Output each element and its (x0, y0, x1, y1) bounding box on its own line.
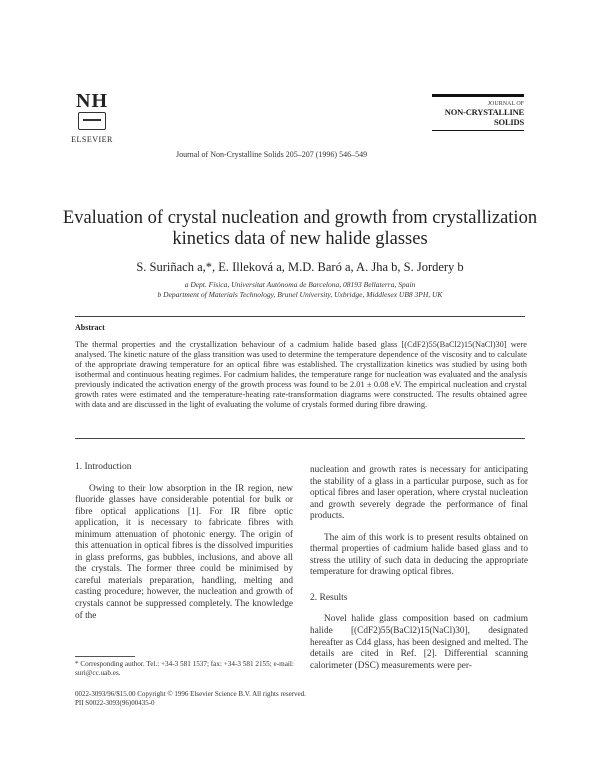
paper-title: Evaluation of crystal nucleation and growth from crystallization kinetics data of new halide glasses (62, 208, 538, 249)
left-column (75, 462, 293, 622)
intro-continuation: nucleation and growth rates is necessary for anticipating the stability of a glass in a particular purpose, such as for optical fibres and laser operation, where crystal nucleation and growth severely degrade the performance of final products. (310, 465, 528, 522)
intro-paragraph: Owing to their low absorption in the IR region, new fluoride glasses have considerable potential for bulk or fibre optical applications [1]. For IR fibre optic application, it is necessary to fabricate fibres with minimum attenuation of photonic energy. The origin of this attenuation in optical fibres is the dissolved impurities in glass preforms, gas bubbles, inclusions, and above all the crystals. The former three could be minimised by careful materials preparation, handling, melting and casting procedure; however, the nucleation and growth of crystals cannot be suppressed completely. The knowledge of the (75, 483, 293, 621)
abstract-text: The thermal properties and the crystallization behaviour of a cadmium halide based glass [(CdF2)55(BaCl2)15(NaCl)30] were analysed. The kinetic nature of the glass transition was used to determine the temperature dependence of the viscosity and to calculate of the appropriate drawing temperature for an optical fibre was established. The crystallization kinetics was studied by using both isothermal and continuous heating regimes. For cadmium halides, the temperature range for nucleation was evaluated and the analysis previously indicated the activation energy of the growth process was found to be 2.01 ± 0.08 eV. The empirical nucleation and crystal growth rates were estimated and the temperature-heating rate-transformation diagrams were constructed. The results obtained agree with data and are discussed in the light of evaluating the volume of crystals formed during fibre drawing. (75, 340, 527, 409)
publisher-name: ELSEVIER (71, 135, 113, 144)
publisher-logo-mark: NH (76, 90, 108, 112)
affiliation-a: a Dept. Física, Universitat Autònoma de Barcelona, 08193 Bellaterra, Spain (184, 280, 416, 289)
affiliations (60, 280, 540, 300)
journal-banner (432, 94, 524, 131)
footnote-rule (75, 656, 135, 657)
banner-rule (432, 94, 524, 97)
corresponding-author-footnote: * Corresponding author. Tel.: +34-3 581 1537; fax: +34-3 581 2155; e-mail: suri@cc.uab.es. (75, 660, 294, 677)
abstract-top-rule (75, 316, 525, 317)
author-list: S. Suriñach a,*, E. Illeková a, M.D. Baró a, A. Jha b, S. Jordery b (136, 260, 464, 274)
affiliation-b: b Department of Materials Technology, Brunel University, Uxbridge, Middlesex UB8 3PH, UK (157, 290, 443, 299)
pii-line: PII S0022-3093(96)00435-0 (75, 699, 155, 707)
aim-paragraph: The aim of this work is to present results obtained on thermal properties of cadmium halide based glass and to stress the utility of such data in deducing the appropriate temperature for drawing optical fibres. (310, 532, 528, 578)
banner-rule (432, 130, 524, 131)
journal-banner-name: NON-CRYSTALLINE SOLIDS (444, 107, 524, 127)
right-column (310, 465, 528, 672)
results-paragraph: Novel halide glass composition based on cadmium halide [(CdF2)55(BaCl2)15(NaCl)30], designated hereafter as Cd4 glass, has been designed and melted. The details are cited in Ref. [2]. Differential scanning calorimeter (DSC) measurements were per- (310, 614, 528, 671)
publisher-logo (62, 92, 122, 144)
copyright-block (75, 690, 375, 708)
journal-banner-small: JOURNAL OF (487, 101, 524, 107)
publisher-emblem-icon (78, 112, 106, 130)
results-heading: 2. Results (310, 592, 348, 603)
section-gap (310, 579, 528, 593)
abstract-heading: Abstract (75, 323, 105, 332)
copyright-line: 0022-3093/96/$15.00 Copyright © 1996 Elsevier Science B.V. All rights reserved. (75, 690, 306, 698)
intro-heading: 1. Introduction (75, 462, 132, 472)
abstract-bottom-rule (75, 438, 525, 439)
journal-reference: Journal of Non-Crystalline Solids 205–207 (1996) 546–549 (176, 150, 368, 159)
paragraph-gap (310, 523, 528, 533)
